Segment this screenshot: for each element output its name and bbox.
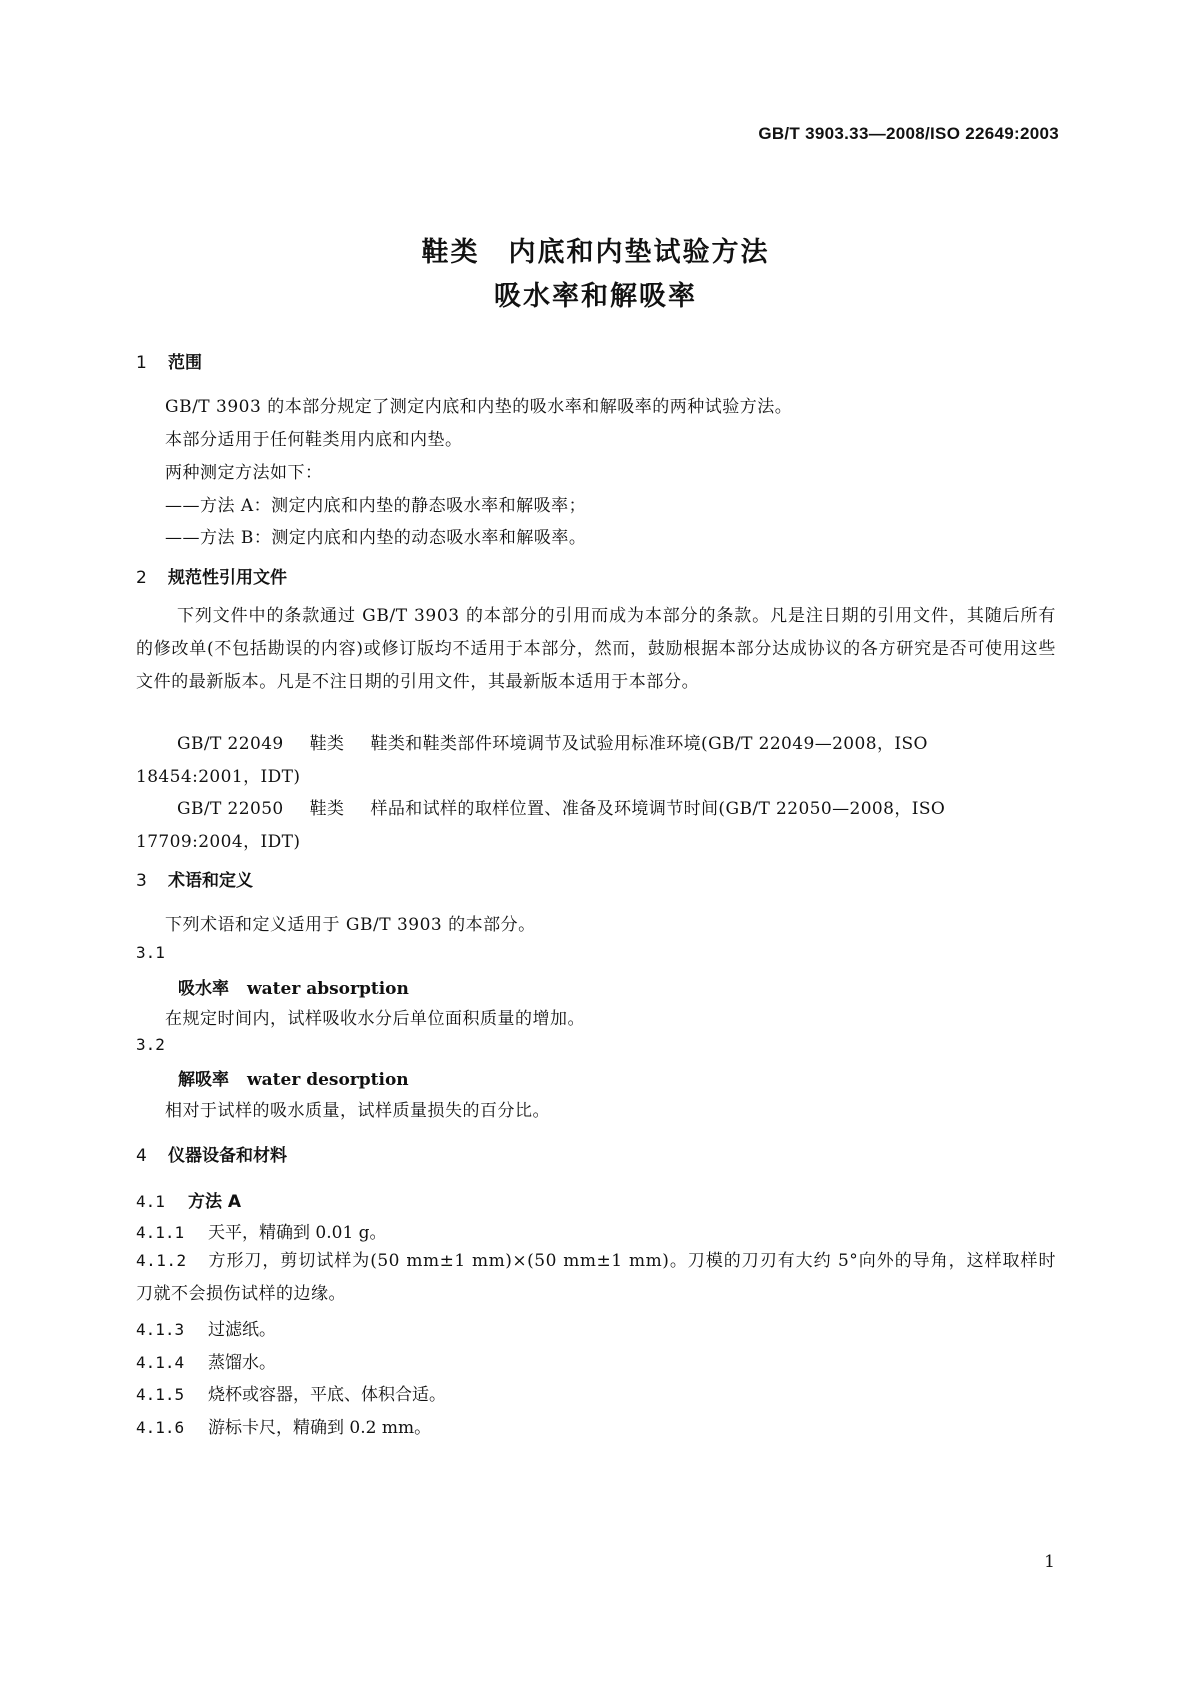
list-item: ——方法 B：测定内底和内垫的动态吸水率和解吸率。 xyxy=(165,528,587,548)
term-definition: 在规定时间内，试样吸收水分后单位面积质量的增加。 xyxy=(165,1009,585,1029)
list-item xyxy=(136,1380,446,1405)
section-number: 3 xyxy=(136,871,147,891)
item-text: 烧杯或容器，平底、体积合适。 xyxy=(208,1385,446,1405)
reference-code: GB/T 22050 xyxy=(177,799,284,819)
term-chinese: 吸水率 xyxy=(178,979,229,999)
paragraph: 下列术语和定义适用于 GB/T 3903 的本部分。 xyxy=(165,915,536,935)
subsection-title: 方法 A xyxy=(188,1192,242,1212)
item-number: 4.1.6 xyxy=(136,1418,185,1437)
section-2-heading xyxy=(136,563,287,588)
list-item: ——方法 A：测定内底和内垫的静态吸水率和解吸率； xyxy=(165,496,587,516)
section-title: 仪器设备和材料 xyxy=(168,1146,287,1166)
subsection-4-1-heading xyxy=(136,1187,241,1212)
standard-code: GB/T 3903.33—2008/ISO 22649:2003 xyxy=(758,124,1059,143)
term-definition: 相对于试样的吸水质量，试样质量损失的百分比。 xyxy=(165,1101,550,1121)
item-number: 4.1.5 xyxy=(136,1385,185,1404)
item-number: 4.1.4 xyxy=(136,1353,185,1372)
item-number: 4.1.3 xyxy=(136,1320,185,1339)
paragraph: 下列文件中的条款通过 GB/T 3903 的本部分的引用而成为本部分的条款。凡是注日期的引用文件，其随后所有的修改单(不包括勘误的内容)或修订版均不适用于本部分，然而，鼓励根据本部分达成协议的各方研究是否可使用这些文件的最新版本。凡是不注日期的引用文件，其最新版本适用于本部分。 xyxy=(136,606,1056,692)
paragraph: 两种测定方法如下： xyxy=(165,463,323,483)
list-item xyxy=(136,1244,1056,1311)
page-number: 1 xyxy=(1044,1552,1055,1572)
reference-item xyxy=(136,728,1056,794)
subsection-number: 4.1 xyxy=(136,1192,165,1211)
item-text: 过滤纸。 xyxy=(208,1320,276,1340)
item-text: 游标卡尺，精确到 0.2 mm。 xyxy=(208,1418,432,1438)
reference-title: 鞋类和鞋类部件环境调节及试验用标准环境(GB/T 22049—2008，ISO 18454:2001，IDT) xyxy=(136,734,928,787)
list-item xyxy=(136,1315,276,1340)
list-item xyxy=(136,1413,431,1438)
term-entry xyxy=(178,1065,409,1090)
list-item xyxy=(136,1348,276,1373)
item-text: 蒸馏水。 xyxy=(208,1353,276,1373)
clause-number: 3.1 xyxy=(136,943,165,962)
section-title: 术语和定义 xyxy=(168,871,253,891)
section-3-heading xyxy=(136,866,253,891)
reference-code: GB/T 22049 xyxy=(177,734,284,754)
section-number: 4 xyxy=(136,1146,147,1166)
reference-title: 样品和试样的取样位置、准备及环境调节时间(GB/T 22050—2008，ISO 17709:2004，IDT) xyxy=(136,799,946,852)
term-entry xyxy=(178,974,409,999)
paragraph: 本部分适用于任何鞋类用内底和内垫。 xyxy=(165,430,463,450)
paragraph: GB/T 3903 的本部分规定了测定内底和内垫的吸水率和解吸率的两种试验方法。 xyxy=(165,397,793,417)
item-text: 天平，精确到 0.01 g。 xyxy=(208,1223,387,1243)
document-title-line-2: 吸水率和解吸率 xyxy=(494,281,697,312)
section-title: 规范性引用文件 xyxy=(168,568,287,588)
item-number: 4.1.1 xyxy=(136,1223,185,1242)
list-item xyxy=(136,1218,387,1243)
document-title-line-1: 鞋类 内底和内垫试验方法 xyxy=(421,237,770,268)
section-title: 范围 xyxy=(168,353,202,373)
section-number: 2 xyxy=(136,568,147,588)
term-english: water desorption xyxy=(247,1070,409,1090)
reference-category: 鞋类 xyxy=(309,799,345,819)
item-text: 方形刀，剪切试样为(50 mm±1 mm)×(50 mm±1 mm)。刀模的刀刃有大约 5°向外的导角，这样取样时刀就不会损伤试样的边缘。 xyxy=(136,1251,1056,1304)
item-number: 4.1.2 xyxy=(136,1251,187,1270)
reference-category: 鞋类 xyxy=(309,734,345,754)
clause-number: 3.2 xyxy=(136,1035,165,1054)
section-number: 1 xyxy=(136,353,147,373)
section-1-heading xyxy=(136,348,202,373)
reference-item xyxy=(136,793,1056,859)
term-chinese: 解吸率 xyxy=(178,1070,229,1090)
section-4-heading xyxy=(136,1141,287,1166)
term-english: water absorption xyxy=(247,979,409,999)
